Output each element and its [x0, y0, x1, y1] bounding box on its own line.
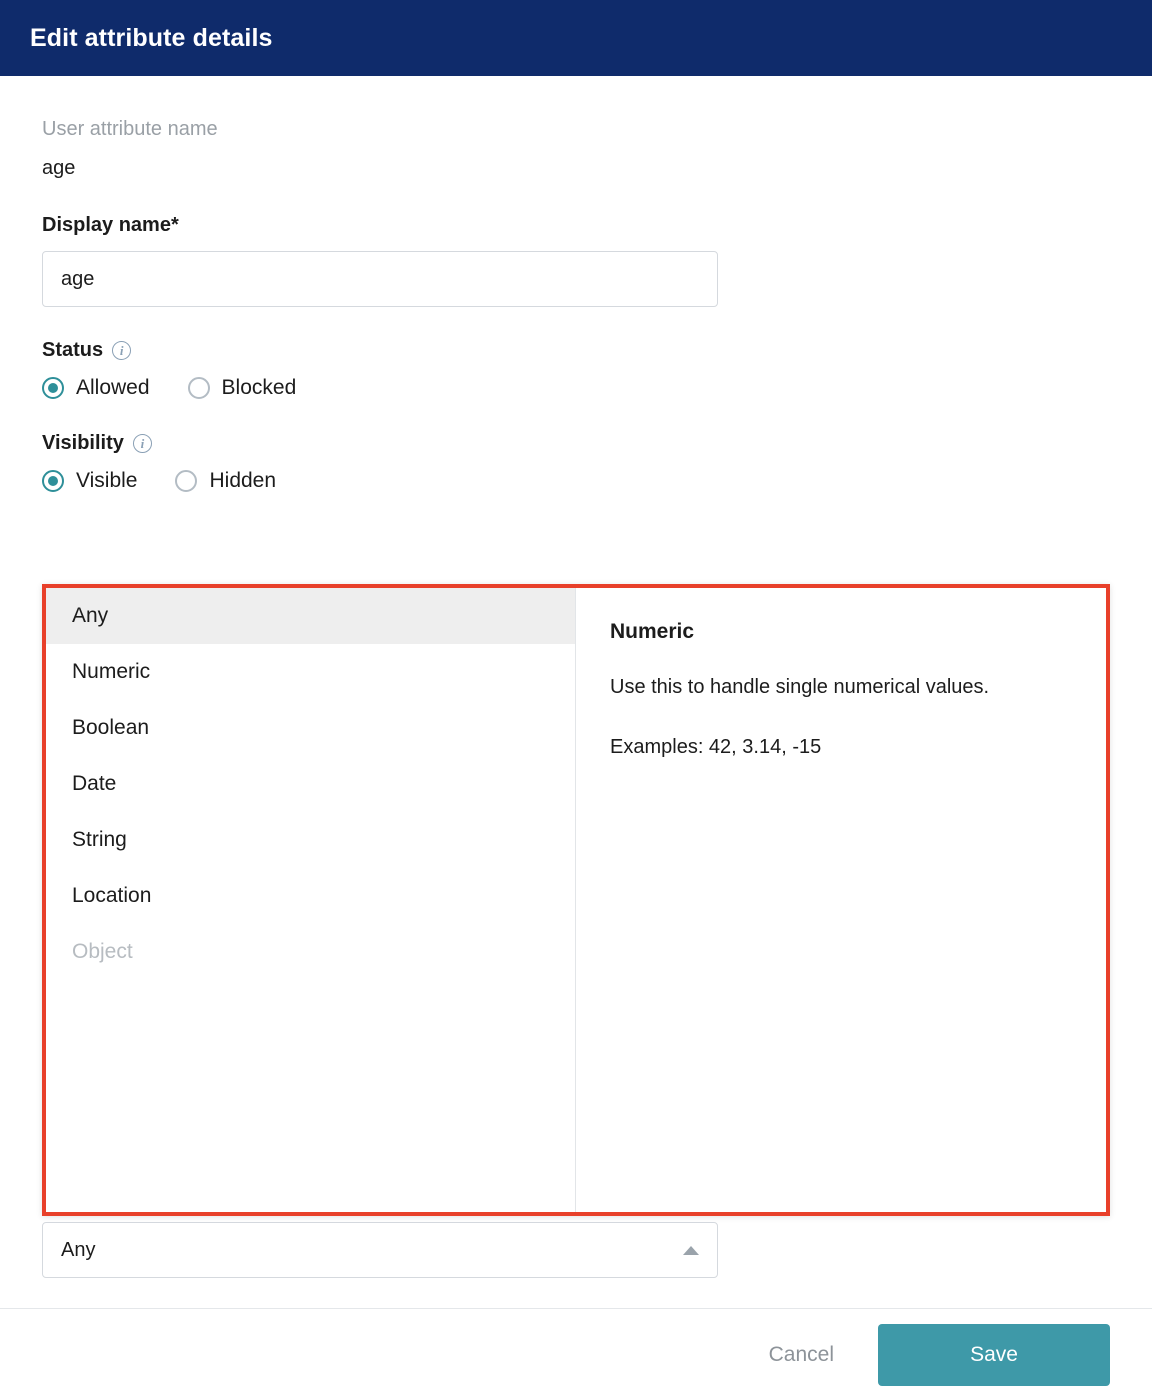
status-label: [42, 339, 1110, 362]
visibility-option-hidden[interactable]: [175, 469, 276, 493]
dropdown-option-list: [46, 588, 576, 1212]
dropdown-option-date[interactable]: [46, 756, 575, 812]
dropdown-option-label: Location: [72, 884, 152, 907]
save-button[interactable]: Save: [878, 1324, 1110, 1386]
caret-up-icon[interactable]: [683, 1246, 699, 1255]
attribute-type-select[interactable]: [42, 1222, 718, 1278]
dropdown-option-label: Any: [72, 604, 109, 627]
info-icon[interactable]: i: [133, 434, 152, 453]
attribute-type-dropdown: [42, 584, 1110, 1216]
radio-icon[interactable]: [188, 377, 210, 399]
attribute-type-select-box[interactable]: [42, 1222, 718, 1278]
dropdown-option-location[interactable]: [46, 868, 575, 924]
dropdown-detail-examples: Examples: 42, 3.14, -15: [610, 736, 822, 758]
dialog-titlebar: [0, 0, 1152, 76]
status-label-text: Status: [42, 339, 104, 361]
dropdown-option-object: [46, 924, 575, 980]
attribute-form: [0, 76, 1152, 493]
page-title: Edit attribute details: [30, 23, 273, 52]
dropdown-option-boolean[interactable]: [46, 700, 575, 756]
dropdown-detail-description: Use this to handle single numerical values.: [610, 676, 990, 698]
status-option-blocked-label: Blocked: [221, 376, 297, 399]
display-name-input[interactable]: [42, 251, 718, 307]
dropdown-option-string[interactable]: [46, 812, 575, 868]
visibility-option-hidden-label: Hidden: [209, 469, 277, 492]
attribute-type-select-value: Any: [61, 1238, 96, 1261]
visibility-label: [42, 432, 1110, 455]
user-attribute-name-value: age: [42, 157, 76, 179]
user-attribute-name-label: User attribute name: [42, 118, 218, 140]
visibility-radio-group: [42, 469, 1110, 493]
dropdown-option-label: Object: [72, 940, 133, 963]
info-icon[interactable]: i: [112, 341, 131, 360]
status-radio-group: [42, 376, 1110, 400]
dropdown-detail-title: Numeric: [610, 620, 695, 643]
dropdown-option-label: Date: [72, 772, 117, 795]
status-option-allowed[interactable]: [42, 376, 150, 400]
radio-icon[interactable]: [42, 377, 64, 399]
visibility-label-text: Visibility: [42, 432, 124, 454]
dropdown-option-any[interactable]: [46, 588, 575, 644]
dropdown-option-numeric[interactable]: [46, 644, 575, 700]
dropdown-option-label: Boolean: [72, 716, 150, 739]
dropdown-option-label: String: [72, 828, 127, 851]
status-option-allowed-label: Allowed: [76, 376, 150, 399]
display-name-label: [42, 214, 1110, 237]
dialog-footer: [0, 1308, 1152, 1400]
radio-icon[interactable]: [175, 470, 197, 492]
visibility-option-visible[interactable]: [42, 469, 137, 493]
radio-icon[interactable]: [42, 470, 64, 492]
display-name-label-text: Display name*: [42, 214, 179, 236]
cancel-button[interactable]: Cancel: [751, 1331, 852, 1379]
visibility-option-visible-label: Visible: [76, 469, 138, 492]
dropdown-option-label: Numeric: [72, 660, 151, 683]
status-option-blocked[interactable]: [188, 376, 297, 400]
dropdown-detail-panel: [576, 588, 1106, 1212]
